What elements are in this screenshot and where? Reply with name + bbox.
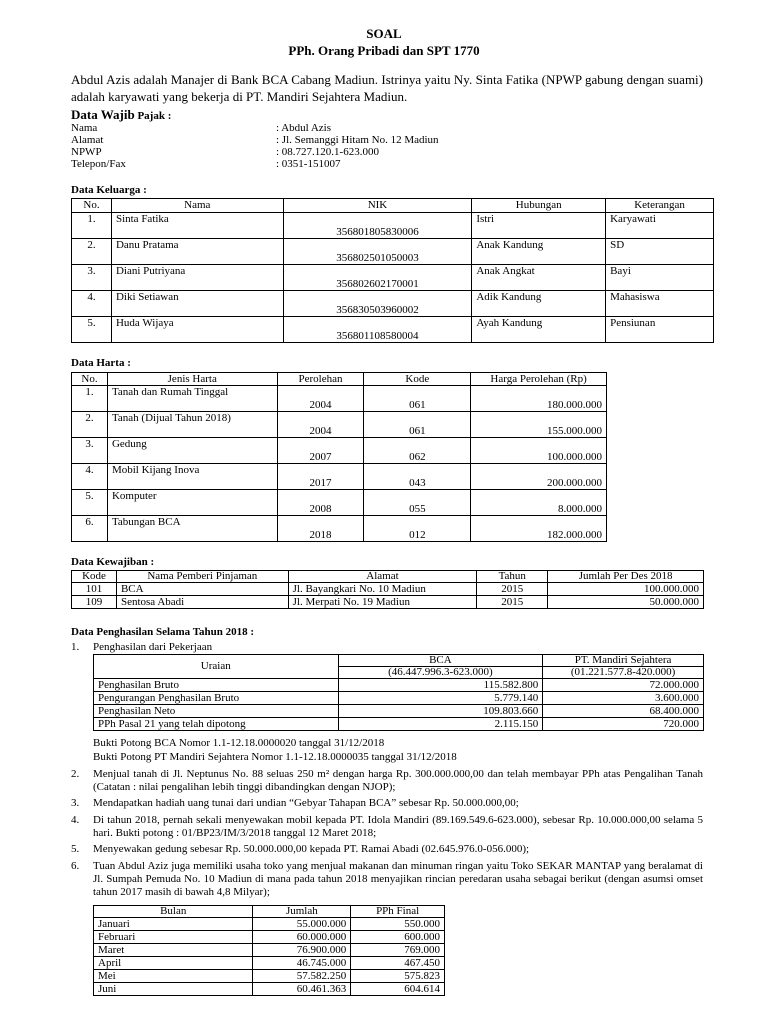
table-row: Juni 60.461.363 604.614 (94, 983, 445, 996)
wp-row: Telepon/Fax : 0351-151007 (71, 158, 341, 170)
table-row: Pengurangan Penghasilan Bruto 5.779.140 3.600.000 (94, 692, 704, 705)
penghasilan-header-row: (46.447.996.3-623.000) (01.221.577.8-420.000) (94, 667, 704, 679)
table-row: Penghasilan Neto 109.803.660 68.400.000 (94, 705, 704, 718)
table-row: 101 BCA Jl. Bayangkari No. 10 Madiun 2015 100.000.000 (72, 583, 704, 596)
doc-subtitle: PPh. Orang Pribadi dan SPT 1770 (288, 43, 480, 58)
table-row: 1. Tanah dan Rumah Tinggal 2004 061 180.000.000 (72, 386, 607, 412)
table-row: April 46.745.000 467.450 (94, 957, 445, 970)
penghasilan-item-2: 2. Menjual tanah di Jl. Neptunus No. 88 seluas 250 m² dengan harga Rp. 300.000.000,00 dan telah membayar PPh atas Pengalihan Tanah (Catatan : nilai pengalihan lebih tinggi dibandingkan dengan NJOP); (71, 768, 703, 793)
kewajiban-heading: Data Kewajiban : (71, 556, 155, 568)
table-row: Penghasilan Bruto 115.582.800 72.000.000 (94, 679, 704, 692)
table-row: 2. Danu Pratama 356802501050003 Anak Kandung SD (72, 239, 714, 265)
table-row: Maret 76.900.000 769.000 (94, 944, 445, 957)
table-row: Februari 60.000.000 600.000 (94, 931, 445, 944)
table-row: 109 Sentosa Abadi Jl. Merpati No. 19 Madiun 2015 50.000.000 (72, 596, 704, 609)
table-row: 3. Gedung 2007 062 100.000.000 (72, 438, 607, 464)
penghasilan-item-6: 6. Tuan Abdul Aziz juga memiliki usaha toko yang menjual makanan dan minuman ringan yaitu Toko SEKAR MANTAP yang beralamat di Jl. Sumpah Pemuda No. 10 Madiun di mana pada tahun 2018 menyajikan rincian peredaran usaha sebagai berikut (dengan asumsi omset tahun 2017 masih di bawah 4,8 Milyar); (71, 860, 703, 898)
table-row: Mei 57.582.250 575.823 (94, 970, 445, 983)
kewajiban-table (71, 570, 704, 609)
table-row: 4. Mobil Kijang Inova 2017 043 200.000.000 (72, 464, 607, 490)
bukti-potong-1: Bukti Potong BCA Nomor 1.1-12.18.0000020 tanggal 31/12/2018 (93, 737, 385, 749)
harta-table (71, 372, 607, 542)
harta-header-row: No. Jenis Harta Perolehan Kode Harga Perolehan (Rp) (72, 373, 607, 386)
keluarga-table (71, 198, 714, 343)
wp-row: Alamat : Jl. Semanggi Hitam No. 12 Madiun (71, 134, 439, 146)
wajib-pajak-list (71, 122, 439, 170)
table-row: 5. Huda Wijaya 356801108580004 Ayah Kandung Pensiunan (72, 317, 714, 343)
intro-paragraph: Abdul Azis adalah Manajer di Bank BCA Cabang Madiun. Istrinya yaitu Ny. Sinta Fatika (NPWP gabung dengan suami) adalah karyawati yang bekerja di PT. Mandiri Sejahtera Madiun. (71, 72, 703, 104)
harta-heading: Data Harta : (71, 357, 131, 369)
bukti-potong-2: Bukti Potong PT Mandiri Sejahtera Nomor 1.1-12.18.0000035 tanggal 31/12/2018 (93, 751, 457, 763)
keluarga-heading: Data Keluarga : (71, 184, 147, 196)
penghasilan-item-4: 4. Di tahun 2018, pernah sekali menyewakan mobil kepada PT. Idola Mandiri (89.169.549.6-623.000), sebesar Rp. 10.000.000,00 selama 5 hari. Bukti potong : 01/BP23/IM/3/2018 tanggal 12 Maret 2018; (71, 814, 703, 839)
omset-header-row: Bulan Jumlah PPh Final (94, 906, 445, 918)
table-row: 5. Komputer 2008 055 8.000.000 (72, 490, 607, 516)
table-row: PPh Pasal 21 yang telah dipotong 2.115.150 720.000 (94, 718, 704, 731)
wajib-pajak-heading: Data Wajib Pajak : (71, 107, 172, 122)
table-row: Januari 55.000.000 550.000 (94, 918, 445, 931)
penghasilan-item-1: 1. Penghasilan dari Pekerjaan (71, 641, 213, 653)
penghasilan-header-row: Uraian BCA PT. Mandiri Sejahtera (94, 655, 704, 667)
penghasilan-item-5: 5. Menyewakan gedung sebesar Rp. 50.000.000,00 kepada PT. Ramai Abadi (02.645.976.0-056.000); (71, 843, 530, 855)
table-row: 6. Tabungan BCA 2018 012 182.000.000 (72, 516, 607, 542)
table-row: 1. Sinta Fatika 356801805830006 Istri Karyawati (72, 213, 714, 239)
penghasilan-heading: Data Penghasilan Selama Tahun 2018 : (71, 626, 255, 638)
keluarga-header-row: No. Nama NIK Hubungan Keterangan (72, 199, 714, 213)
kewajiban-header-row: Kode Nama Pemberi Pinjaman Alamat Tahun Jumlah Per Des 2018 (72, 571, 704, 583)
penghasilan-item-3: 3. Mendapatkan hadiah uang tunai dari undian “Gebyar Tahapan BCA” sebesar Rp. 50.000.000,00; (71, 797, 519, 809)
doc-title: SOAL (366, 26, 402, 41)
table-row: 3. Diani Putriyana 356802602170001 Anak Angkat Bayi (72, 265, 714, 291)
wp-row: NPWP : 08.727.120.1-623.000 (71, 146, 379, 158)
table-row: 2. Tanah (Dijual Tahun 2018) 2004 061 155.000.000 (72, 412, 607, 438)
table-row: 4. Diki Setiawan 356830503960002 Adik Kandung Mahasiswa (72, 291, 714, 317)
wp-row: Nama : Abdul Azis (71, 122, 332, 134)
omset-table (93, 905, 445, 996)
penghasilan-table (93, 654, 704, 731)
